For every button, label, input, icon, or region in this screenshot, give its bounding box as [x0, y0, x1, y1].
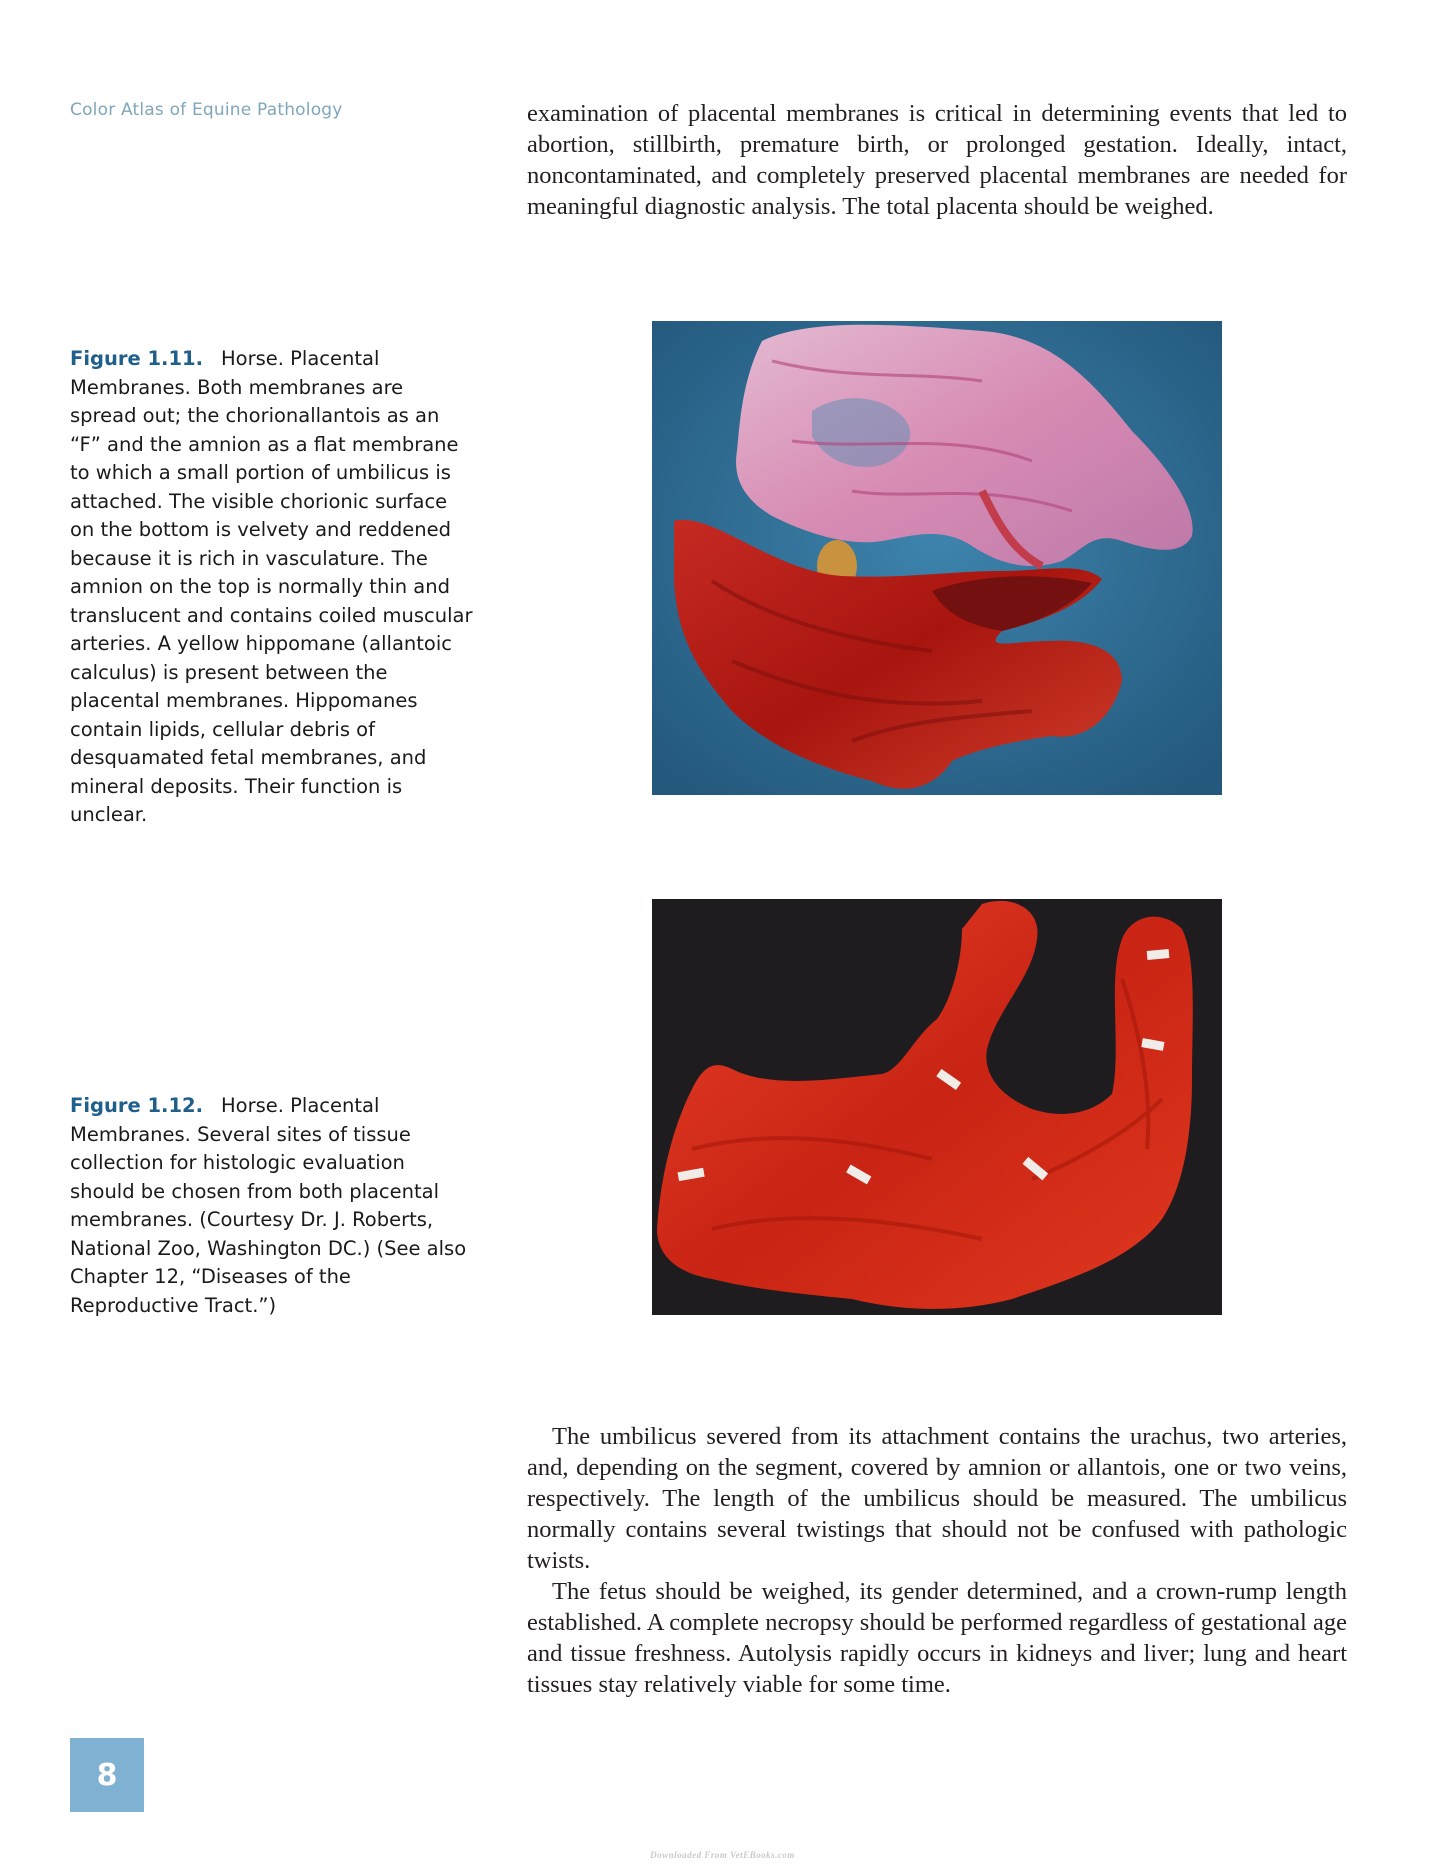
page-number: 8 — [96, 1757, 118, 1793]
figure-label: Figure 1.11. — [70, 347, 203, 370]
figure-1-11-photo — [652, 321, 1222, 795]
caption-text: Horse. Placental Membranes. Several sites of tissue collection for histologic evaluation should be chosen from both placental membranes. (Courtesy Dr. J. Roberts, National Zoo, Washington DC.) (See also Chapter 12, “Diseases of the Reproductive Tract.”) — [70, 1094, 467, 1317]
figure-label: Figure 1.12. — [70, 1094, 203, 1117]
footer-watermark: Downloaded From VetEBooks.com — [650, 1850, 795, 1860]
figure-1-12-caption — [70, 1092, 475, 1320]
figure-1-11-caption — [70, 345, 475, 830]
figure-1-12-photo — [652, 899, 1222, 1315]
intro-paragraph — [527, 98, 1347, 222]
page-number-box — [70, 1738, 144, 1812]
caption-text: Horse. Placental Membranes. Both membranes are spread out; the chorionallantois as an “F” and the amnion as a flat membrane to which a small portion of umbilicus is attached. The visible chorionic surface on the bottom is velvety and reddened because it is rich in vasculature. The amnion on the top is normally thin and translucent and contains coiled muscular arteries. A yellow hippomane (allantoic calculus) is present between the placental membranes. Hippomanes contain lipids, cellular debris of desquamated fetal membranes, and mineral deposits. Their function is unclear. — [70, 347, 473, 826]
paragraph: The umbilicus severed from its attachment contains the urachus, two arteries, and, depending on the segment, covered by amnion or allantois, one or two veins, respectively. The length of the umbilicus should be measured. The umbilicus normally contains several twistings that should not be confused with pathologic twists. — [527, 1423, 1347, 1574]
paragraph: examination of placental membranes is critical in determining events that led to abortion, stillbirth, premature birth, or prolonged gestation. Ideally, intact, noncontaminated, and completely preserved placental membranes are needed for meaningful diagnostic analysis. The total placenta should be weighed. — [527, 100, 1347, 220]
running-head: Color Atlas of Equine Pathology — [70, 100, 343, 120]
body-text — [527, 1421, 1347, 1700]
paragraph: The fetus should be weighed, its gender determined, and a crown-rump length established. A complete necropsy should be performed regardless of gestational age and tissue freshness. Autolysis rapidly occurs in kidneys and liver; lung and heart tissues stay relatively viable for some time. — [527, 1578, 1347, 1698]
